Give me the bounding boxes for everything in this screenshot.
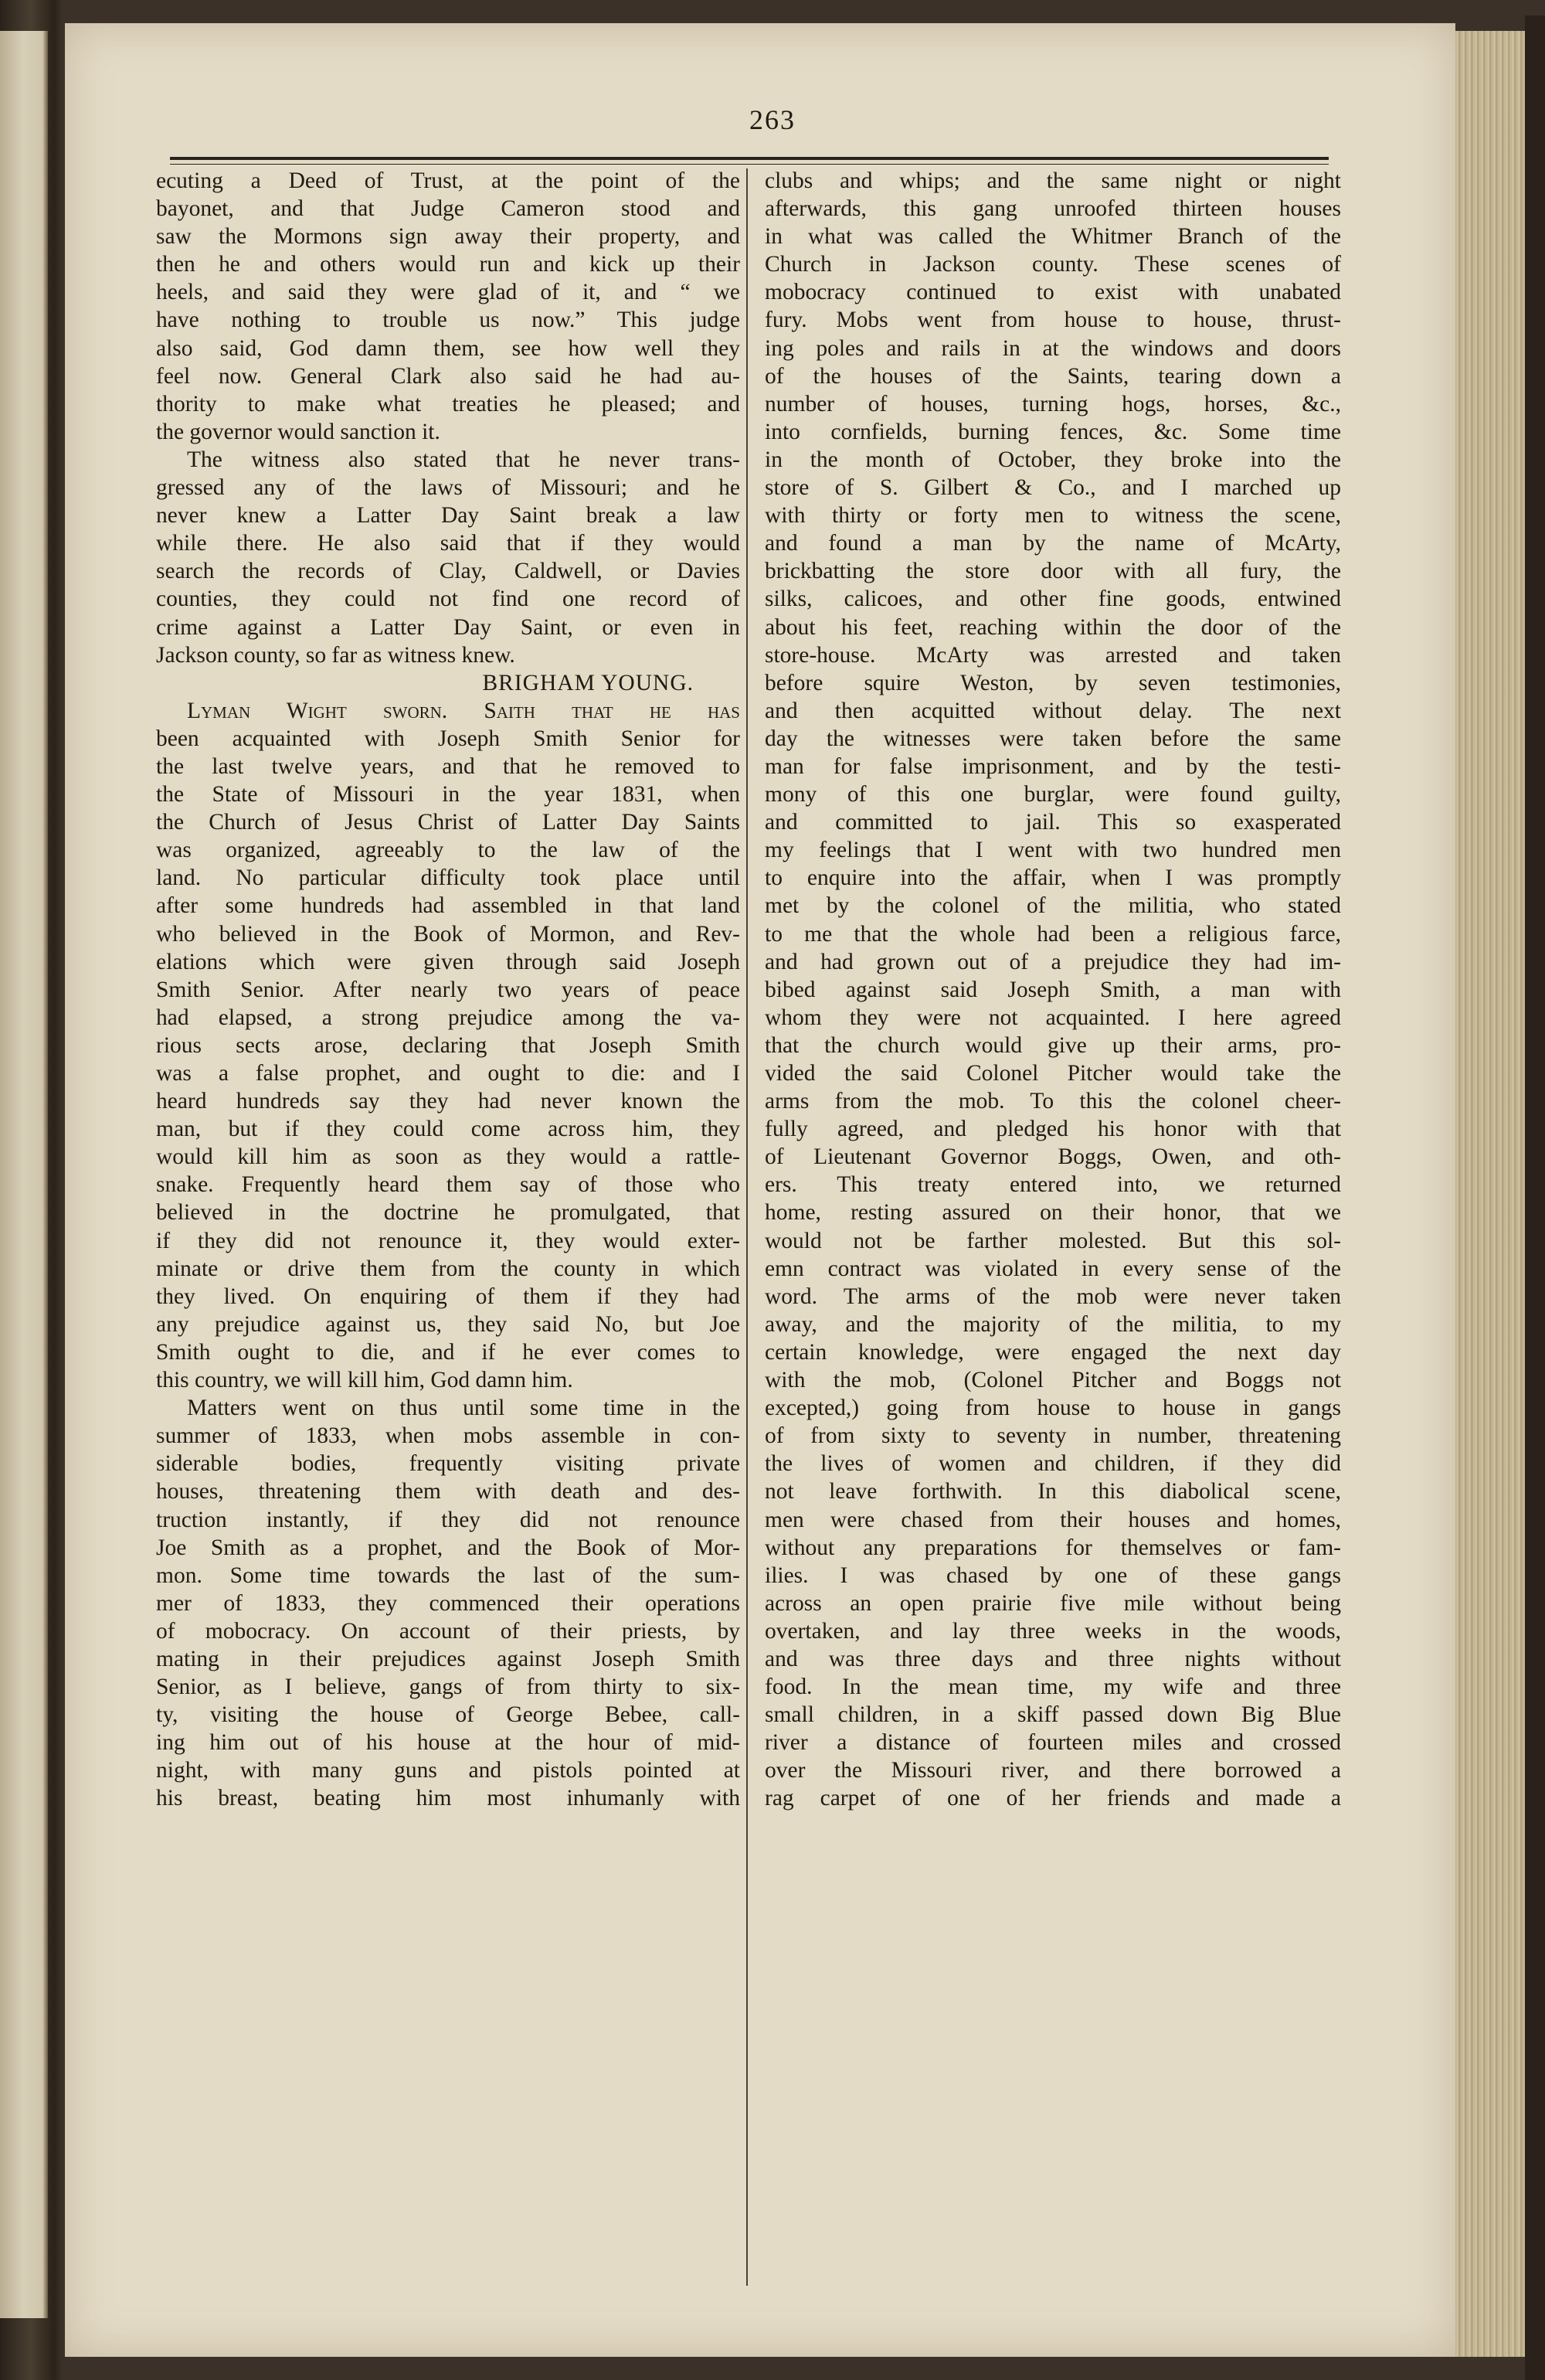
text-line: and committed to jail. This so exasperated: [765, 810, 1341, 835]
text-line: and had grown out of a prejudice they had im-: [765, 949, 1341, 974]
text-line: heard hundreds say they had never known the: [156, 1089, 740, 1114]
right-column: [765, 167, 1341, 1813]
text-line: clubs and whips; and the same night or night: [765, 168, 1341, 193]
text-line: small children, in a skiff passed down Big Blue: [765, 1702, 1341, 1728]
text-line: Matters went on thus until some time in the: [187, 1396, 740, 1421]
text-line: and found a man by the name of McArty,: [765, 531, 1341, 556]
text-line: search the records of Clay, Caldwell, or Davies: [156, 559, 740, 584]
text-line: they lived. On enquiring of them if they had: [156, 1284, 740, 1309]
text-line: with thirty or forty men to witness the scene,: [765, 503, 1341, 529]
text-line: food. In the mean time, my wife and three: [765, 1674, 1341, 1700]
text-line: mobocracy continued to exist with unabated: [765, 280, 1341, 305]
text-line: into cornfields, burning fences, &c. Some time: [765, 419, 1341, 444]
text-line: siderable bodies, frequently visiting private: [156, 1451, 740, 1477]
text-line: store of S. Gilbert & Co., and I marched up: [765, 475, 1341, 501]
text-line: bibed against said Joseph Smith, a man with: [765, 977, 1341, 1002]
text-line: mony of this one burglar, were found guilty,: [765, 782, 1341, 808]
text-line: thority to make what treaties he pleased; and: [156, 391, 740, 416]
page-stack-edge: [1455, 31, 1525, 2357]
text-line: mer of 1833, they commenced their operations: [156, 1590, 740, 1616]
text-line: brickbatting the store door with all fury, the: [765, 559, 1341, 584]
text-line: that the church would give up their arms, pro-: [765, 1032, 1341, 1058]
text-line: believed in the doctrine he promulgated, that: [156, 1200, 740, 1226]
text-line: the governor would sanction it.: [156, 419, 440, 444]
text-line: of the houses of the Saints, tearing down a: [765, 363, 1341, 389]
text-line: to me that the whole had been a religious farce,: [765, 921, 1341, 947]
text-line: ecuting a Deed of Trust, at the point of the: [156, 168, 740, 193]
text-line: land. No particular difficulty took place until: [156, 865, 740, 891]
text-line: mating in their prejudices against Joseph Smith: [156, 1646, 740, 1671]
text-line: fury. Mobs went from house to house, thrust-: [765, 308, 1341, 333]
text-line: Joe Smith as a prophet, and the Book of Mor-: [156, 1535, 740, 1560]
text-line: river a distance of fourteen miles and crossed: [765, 1730, 1341, 1756]
text-line: would not be farther molested. But this sol-: [765, 1228, 1341, 1253]
text-line: ty, visiting the house of George Bebee, call-: [156, 1702, 740, 1728]
text-line: man for false imprisonment, and by the testi-: [765, 753, 1341, 779]
text-line: ing poles and rails in at the windows and doors: [765, 335, 1341, 361]
text-line: night, with many guns and pistols pointed at: [156, 1758, 740, 1783]
text-line: of Lieutenant Governor Boggs, Owen, and oth-: [765, 1144, 1341, 1170]
text-line: this country, we will kill him, God damn him.: [156, 1368, 573, 1393]
page-number: 263: [749, 104, 796, 135]
text-line: ilies. I was chased by one of these gangs: [765, 1562, 1341, 1588]
text-line: after some hundreds had assembled in that land: [156, 893, 740, 919]
text-line: the lives of women and children, if they did: [765, 1451, 1341, 1477]
text-line: with the mob, (Colonel Pitcher and Boggs not: [765, 1368, 1341, 1393]
text-line: saw the Mormons sign away their property, and: [156, 224, 740, 250]
text-line: Smith ought to die, and if he ever comes to: [156, 1339, 740, 1365]
text-line: his breast, beating him most inhumanly with: [156, 1786, 740, 1811]
text-line: counties, they could not find one record of: [156, 586, 740, 612]
text-line: rious sects arose, declaring that Joseph Smith: [156, 1032, 740, 1058]
text-line: word. The arms of the mob were never taken: [765, 1284, 1341, 1309]
text-line: and was three days and three nights without: [765, 1646, 1341, 1671]
text-line: whom they were not acquainted. I here agreed: [765, 1005, 1341, 1030]
text-line: without any preparations for themselves or fam-: [765, 1535, 1341, 1560]
text-line: mon. Some time towards the last of the sum-: [156, 1562, 740, 1588]
text-line: certain knowledge, were engaged the next day: [765, 1339, 1341, 1365]
text-line: rag carpet of one of her friends and made a: [765, 1786, 1341, 1811]
text-line: if they did not renounce it, they would exter-: [156, 1228, 740, 1253]
text-line: have nothing to trouble us now.” This judge: [156, 308, 740, 333]
text-line: who believed in the Book of Mormon, and Rev-: [156, 921, 740, 947]
text-line: houses, threatening them with death and des-: [156, 1479, 740, 1504]
text-line: The witness also stated that he never trans-: [187, 447, 740, 472]
text-line: across an open prairie five mile without being: [765, 1590, 1341, 1616]
text-line: day the witnesses were taken before the same: [765, 726, 1341, 751]
text-line: the State of Missouri in the year 1831, when: [156, 782, 740, 808]
text-line: while there. He also said that if they would: [156, 531, 740, 556]
header-rule-thin: [170, 164, 1329, 165]
text-line: store-house. McArty was arrested and taken: [765, 642, 1341, 668]
text-line: man, but if they could come across him, they: [156, 1117, 740, 1142]
text-line: in what was called the Whitmer Branch of the: [765, 224, 1341, 250]
text-line: minate or drive them from the county in which: [156, 1256, 740, 1281]
text-line: the last twelve years, and that he removed to: [156, 753, 740, 779]
text-line: had elapsed, a strong prejudice among the va-: [156, 1005, 740, 1030]
facing-page-edge: [0, 31, 48, 2318]
text-line: then he and others would run and kick up their: [156, 252, 740, 277]
column-divider: [746, 168, 748, 2286]
text-line: Lyman Wight sworn. Saith that he has: [187, 698, 740, 723]
left-column: [156, 167, 740, 1813]
text-line: silks, calicoes, and other fine goods, entwined: [765, 586, 1341, 612]
text-line: fully agreed, and pledged his honor with that: [765, 1117, 1341, 1142]
text-line: of mobocracy. On account of their priests, by: [156, 1618, 740, 1644]
text-line: about his feet, reaching within the door of the: [765, 614, 1341, 640]
text-line: bayonet, and that Judge Cameron stood and: [156, 196, 740, 222]
text-line: over the Missouri river, and there borrowed a: [765, 1758, 1341, 1783]
text-line: was organized, agreeably to the law of the: [156, 838, 740, 863]
text-line: home, resting assured on their honor, that we: [765, 1200, 1341, 1226]
text-line: Smith Senior. After nearly two years of peace: [156, 977, 740, 1002]
text-line: afterwards, this gang unroofed thirteen houses: [765, 196, 1341, 222]
text-line: was a false prophet, and ought to die: and I: [156, 1061, 740, 1086]
text-line: would kill him as soon as they would a rattle-: [156, 1144, 740, 1170]
header-rule: [170, 157, 1329, 160]
text-line: ers. This treaty entered into, we returned: [765, 1172, 1341, 1198]
text-line: elations which were given through said Joseph: [156, 949, 740, 974]
text-line: Jackson county, so far as witness knew.: [156, 642, 515, 668]
text-line: vided the said Colonel Pitcher would take the: [765, 1061, 1341, 1086]
text-line: Senior, as I believe, gangs of from thirty to six-: [156, 1674, 740, 1700]
text-line: BRIGHAM YOUNG.: [482, 670, 694, 695]
text-line: crime against a Latter Day Saint, or even in: [156, 614, 740, 640]
text-line: summer of 1833, when mobs assemble in con-: [156, 1423, 740, 1449]
text-line: men were chased from their houses and homes,: [765, 1507, 1341, 1532]
text-line: gressed any of the laws of Missouri; and he: [156, 475, 740, 501]
text-line: my feelings that I went with two hundred men: [765, 838, 1341, 863]
text-line: snake. Frequently heard them say of those who: [156, 1172, 740, 1198]
text-line: been acquainted with Joseph Smith Senior for: [156, 726, 740, 751]
text-line: met by the colonel of the militia, who stated: [765, 893, 1341, 919]
text-line: and then acquitted without delay. The next: [765, 698, 1341, 723]
text-line: also said, God damn them, see how well they: [156, 335, 740, 361]
text-line: away, and the majority of the militia, to my: [765, 1311, 1341, 1337]
text-line: number of houses, turning hogs, horses, &c.,: [765, 391, 1341, 416]
text-line: emn contract was violated in every sense of the: [765, 1256, 1341, 1281]
text-line: feel now. General Clark also said he had au-: [156, 363, 740, 389]
text-line: overtaken, and lay three weeks in the woods,: [765, 1618, 1341, 1644]
text-line: heels, and said they were glad of it, and “ we: [156, 280, 740, 305]
text-line: in the month of October, they broke into the: [765, 447, 1341, 472]
text-line: Church in Jackson county. These scenes of: [765, 252, 1341, 277]
text-line: never knew a Latter Day Saint break a law: [156, 503, 740, 529]
text-line: the Church of Jesus Christ of Latter Day Saints: [156, 810, 740, 835]
scan-border: [1525, 15, 1545, 2380]
text-line: to enquire into the affair, when I was promptly: [765, 865, 1341, 891]
text-line: of from sixty to seventy in number, threatening: [765, 1423, 1341, 1449]
text-line: excepted,) going from house to house in gangs: [765, 1396, 1341, 1421]
text-line: any prejudice against us, they said No, but Joe: [156, 1311, 740, 1337]
text-line: ing him out of his house at the hour of mid-: [156, 1730, 740, 1756]
text-line: before squire Weston, by seven testimonies,: [765, 670, 1341, 695]
text-line: not leave forthwith. In this diabolical scene,: [765, 1479, 1341, 1504]
text-line: arms from the mob. To this the colonel cheer-: [765, 1089, 1341, 1114]
text-line: truction instantly, if they did not renounce: [156, 1507, 740, 1532]
